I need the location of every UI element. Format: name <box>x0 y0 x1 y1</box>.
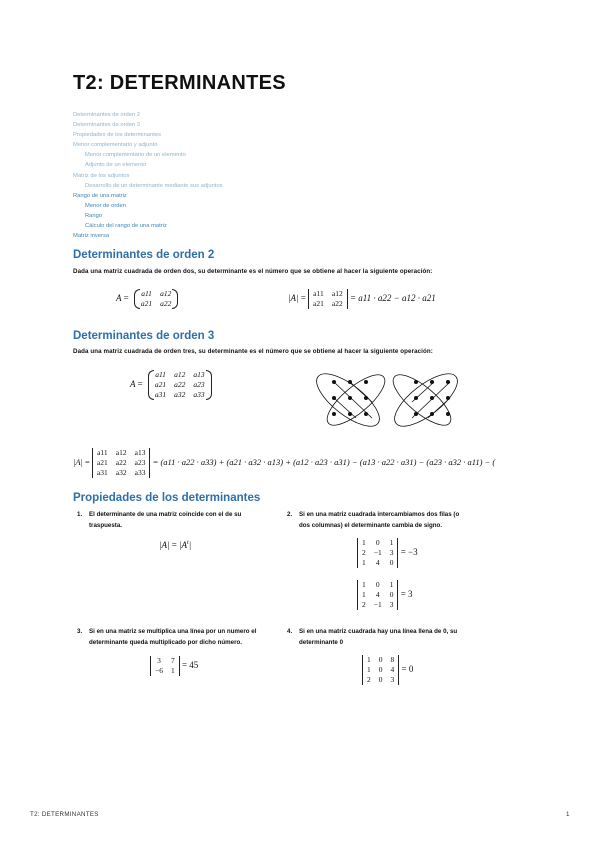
matrix-cell: −1 <box>373 548 382 557</box>
toc-link[interactable]: Menor complementario de un elemento <box>85 152 186 159</box>
heading-order-3: Determinantes de orden 3 <box>73 330 215 342</box>
matrix-cell: 0 <box>378 665 383 674</box>
matrix-cell: a21 <box>154 380 167 389</box>
heading-order-2: Determinantes de orden 2 <box>73 249 215 261</box>
toc-link[interactable]: Determinantes de orden 3 <box>73 122 141 129</box>
matrix-cell: a21 <box>313 299 324 308</box>
matrix-cell: 2 <box>362 548 366 557</box>
toc-link[interactable]: Menor complementario y adjunto <box>73 142 158 149</box>
matrix-cell: a12 <box>331 289 343 298</box>
page-title: T2: DETERMINANTES <box>73 72 286 94</box>
matrix-cell: a22 <box>174 380 186 389</box>
matrix-cell: 3 <box>389 600 394 609</box>
matrix-cell: a33 <box>193 390 205 399</box>
matrix-a-order-3: A = a11 a12 a13 a21 a22 a23 a31 a32 a33 <box>130 370 209 400</box>
property-4: 4. Si en una matriz cuadrada hay una línea llena de 0, su determinante 0 <box>287 628 458 646</box>
footer-title: T2: DETERMINANTES <box>30 811 99 818</box>
matrix-cell: 3 <box>390 675 395 684</box>
matrix-cell: 3 <box>157 656 161 665</box>
toc-link[interactable]: Propiedades de los determinantes <box>73 132 161 139</box>
det-order-3-result: = (a11 · a22 · a33) + (a21 · a32 · a13) + (a12 · a23 · a31) − (a13 · a22 · a31) − (a23 · a32 · a11) − ( <box>152 456 496 467</box>
order-3-description: Dada una matriz cuadrada de orden tres, su determinante es el número que se obtiene al hacer la siguiente operación: <box>73 348 433 355</box>
toc-link[interactable]: Adjunto de un elemento <box>85 162 147 169</box>
matrix-cell: a23 <box>193 380 205 389</box>
matrix-cell: 1 <box>389 538 394 547</box>
toc-link[interactable]: Determinantes de orden 2 <box>73 112 141 118</box>
det-example-swap-result: 1 0 1 1 4 0 2 −1 3 = 3 <box>357 580 413 610</box>
matrix-cell: a32 <box>115 468 127 477</box>
matrix-cell: 0 <box>375 580 380 589</box>
matrix-cell: a13 <box>134 448 146 457</box>
matrix-cell: 1 <box>362 580 366 589</box>
det-example-zero-column: 1 0 8 1 0 4 2 0 3 = 0 <box>362 655 413 685</box>
matrix-cell: 0 <box>389 558 394 567</box>
matrix-cell: 1 <box>367 665 371 674</box>
property-3: 3. Si en una matriz se multiplica una línea por un numero el determinante queda multiplicado por dicho número. <box>77 628 257 646</box>
matrix-cell: a31 <box>96 468 108 477</box>
matrix-cell: 8 <box>390 655 395 664</box>
matrix-cell: 1 <box>367 655 371 664</box>
sarrus-rule-diagram <box>312 368 470 434</box>
matrix-cell: a12 <box>174 370 186 379</box>
toc-link[interactable]: Rango de una matriz <box>73 192 127 199</box>
heading-properties: Propiedades de los determinantes <box>73 492 261 504</box>
page-number: 1 <box>566 811 570 818</box>
matrix-cell: 4 <box>390 665 395 674</box>
property-2: 2. Si en una matriz cuadrada intercambiamos dos filas (o dos columnas) el determinante cambia de signo. <box>287 511 460 529</box>
matrix-cell: 0 <box>375 538 380 547</box>
matrix-cell: a13 <box>193 370 205 379</box>
matrix-cell: −6 <box>155 666 163 675</box>
matrix-cell: a23 <box>134 458 146 467</box>
matrix-cell: 1 <box>389 580 394 589</box>
matrix-cell: 1 <box>170 666 175 675</box>
det-formula-order-2: |A| = a11 a12 a21 a22 = a11 · a22 − a12 · a21 <box>288 289 436 308</box>
det-order-2-result: = a11 · a22 − a12 · a21 <box>349 293 436 304</box>
matrix-cell: a12 <box>160 289 172 298</box>
matrix-cell: 3 <box>389 548 394 557</box>
table-of-contents <box>73 110 223 241</box>
matrix-cell: −1 <box>373 600 382 609</box>
toc-link[interactable]: Menor de orden <box>85 202 126 209</box>
matrix-cell: a22 <box>160 299 172 308</box>
det-example-scalar: 3 7 −6 1 = 45 <box>150 656 198 676</box>
matrix-cell: 4 <box>375 558 380 567</box>
det-formula-order-3: |A| = a11 a12 a13 a21 a22 a23 a31 a32 a33 = (a11 · a22 · a33) + (a21 · a32 · a13) + (a12 · a23 · a31) − (a13 · a22 · a31) − (a23 · a32 · a11) − ( <box>73 448 496 477</box>
matrix-cell: a11 <box>97 448 108 457</box>
matrix-cell: 1 <box>362 590 366 599</box>
matrix-cell: 0 <box>378 675 383 684</box>
matrix-cell: 2 <box>367 675 371 684</box>
det-example-swap-original: 1 0 1 2 −1 3 1 4 0 = −3 <box>357 538 418 568</box>
matrix-cell: a12 <box>115 448 127 457</box>
matrix-cell: a11 <box>313 289 324 298</box>
matrix-cell: a21 <box>140 299 153 308</box>
toc-link[interactable]: Cálculo del rango de una matriz <box>85 223 167 230</box>
order-2-description: Dada una matriz cuadrada de orden dos, su determinante es el número que se obtiene al hacer la siguiente operación: <box>73 268 433 275</box>
toc-link[interactable]: Desarrollo de un determinante mediante sus adjuntos <box>85 182 223 189</box>
matrix-cell: 1 <box>362 558 366 567</box>
toc-link[interactable]: Matriz inversa <box>73 233 110 240</box>
matrix-cell: a32 <box>174 390 186 399</box>
matrix-cell: a22 <box>331 299 343 308</box>
matrix-a-order-2: A = a11 a12 a21 a22 <box>116 289 175 309</box>
matrix-cell: 7 <box>170 656 175 665</box>
matrix-cell: a11 <box>155 370 166 379</box>
matrix-cell: 0 <box>378 655 383 664</box>
matrix-cell: a33 <box>134 468 146 477</box>
matrix-cell: 4 <box>375 590 380 599</box>
matrix-cell: a22 <box>115 458 127 467</box>
matrix-cell: a21 <box>96 458 108 467</box>
matrix-cell: 1 <box>362 538 366 547</box>
toc-link[interactable]: Rango <box>85 212 103 219</box>
property-1: 1. El determinante de una matriz coincide con el de su traspuesta. <box>77 511 242 529</box>
matrix-cell: 2 <box>362 600 366 609</box>
matrix-cell: a11 <box>141 289 152 298</box>
matrix-cell: 0 <box>389 590 394 599</box>
toc-link[interactable]: Matriz de los adjuntos <box>73 172 130 179</box>
matrix-cell: a31 <box>154 390 167 399</box>
transpose-equation: $|A| = |A^t|$ <box>159 540 192 550</box>
